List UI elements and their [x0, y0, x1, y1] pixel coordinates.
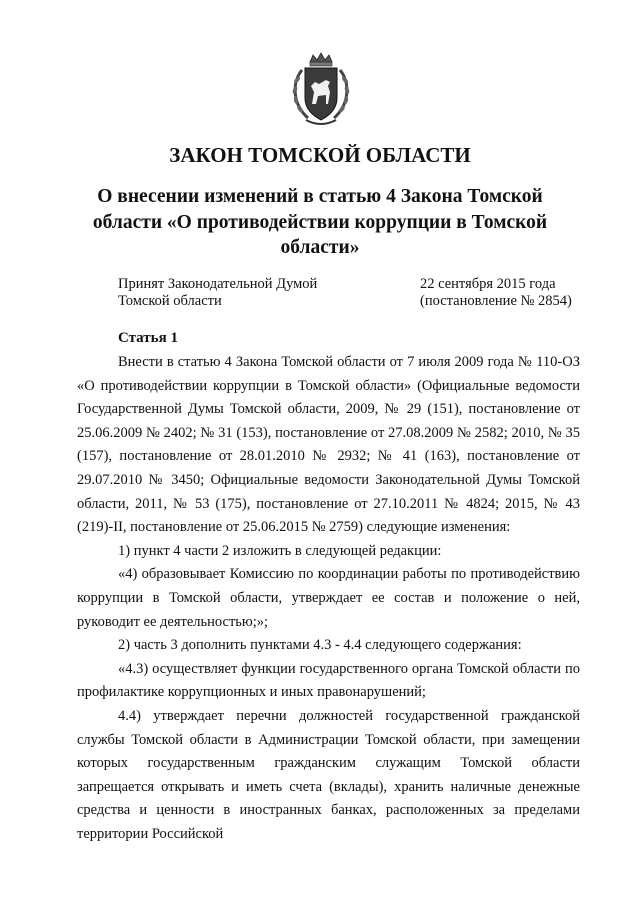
paragraph: 4.4) утверждает перечни должностей государственной гражданской службы Томской области в Администрации Томской области, при замещении которых государственным гражданским служащим Томской области запрещается открывать и иметь счета (вклады), хранить наличные денежные средства и ценности в иностранных банках, расположенных за пределами территории Российской	[77, 707, 580, 842]
law-subtitle: О внесении изменений в статью 4 Закона Томской области «О противодействии коррупции в Томской области»	[92, 186, 548, 258]
article-heading: Статья 1	[118, 330, 178, 346]
coat-of-arms-emblem	[288, 52, 354, 128]
paragraph: «4) образовывает Комиссию по координации работы по противодействию коррупции в Томской области, утверждает ее состав и положение о ней, руководит ее деятельностью;»;	[77, 566, 580, 630]
adopted-by-block	[118, 276, 317, 310]
law-title: ЗАКОН ТОМСКОЙ ОБЛАСТИ	[169, 143, 471, 167]
paragraph: Внести в статью 4 Закона Томской области от 7 июля 2009 года № 110-ОЗ «О противодействии коррупции в Томской области» (Официальные ведомости Государственной Думы Томской области, 2009, № 29 (151), постановление от 25.06.2009 № 2402; № 31 (153), постановление от 27.08.2009 № 2582; 2010, № 35 (157), постановление от 28.01.2010 № 2932; № 41 (163), постановление от 29.07.2010 № 3450; Официальные ведомости Законодательной Думы Томской области, 2011, № 53 (175), постановление от 27.10.2011 № 4824; 2015, № 43 (219)-II, постановление от 25.06.2015 № 2759) следующие изменения:	[77, 354, 580, 536]
adoption-date: 22 сентября 2015 года	[420, 276, 556, 292]
article-body	[77, 351, 580, 846]
adopted-by-line2: Томской области	[118, 293, 222, 309]
paragraph: «4.3) осуществляет функции государственного органа Томской области по профилактике коррупционных и иных правонарушений;	[77, 660, 580, 701]
adoption-date-block	[420, 276, 572, 310]
paragraph: 2) часть 3 дополнить пунктами 4.3 - 4.4 следующего содержания:	[118, 637, 522, 654]
paragraph: 1) пункт 4 части 2 изложить в следующей редакции:	[118, 542, 442, 559]
adopted-by-line1: Принят Законодательной Думой	[118, 276, 318, 292]
resolution-number: (постановление № 2854)	[420, 293, 572, 309]
